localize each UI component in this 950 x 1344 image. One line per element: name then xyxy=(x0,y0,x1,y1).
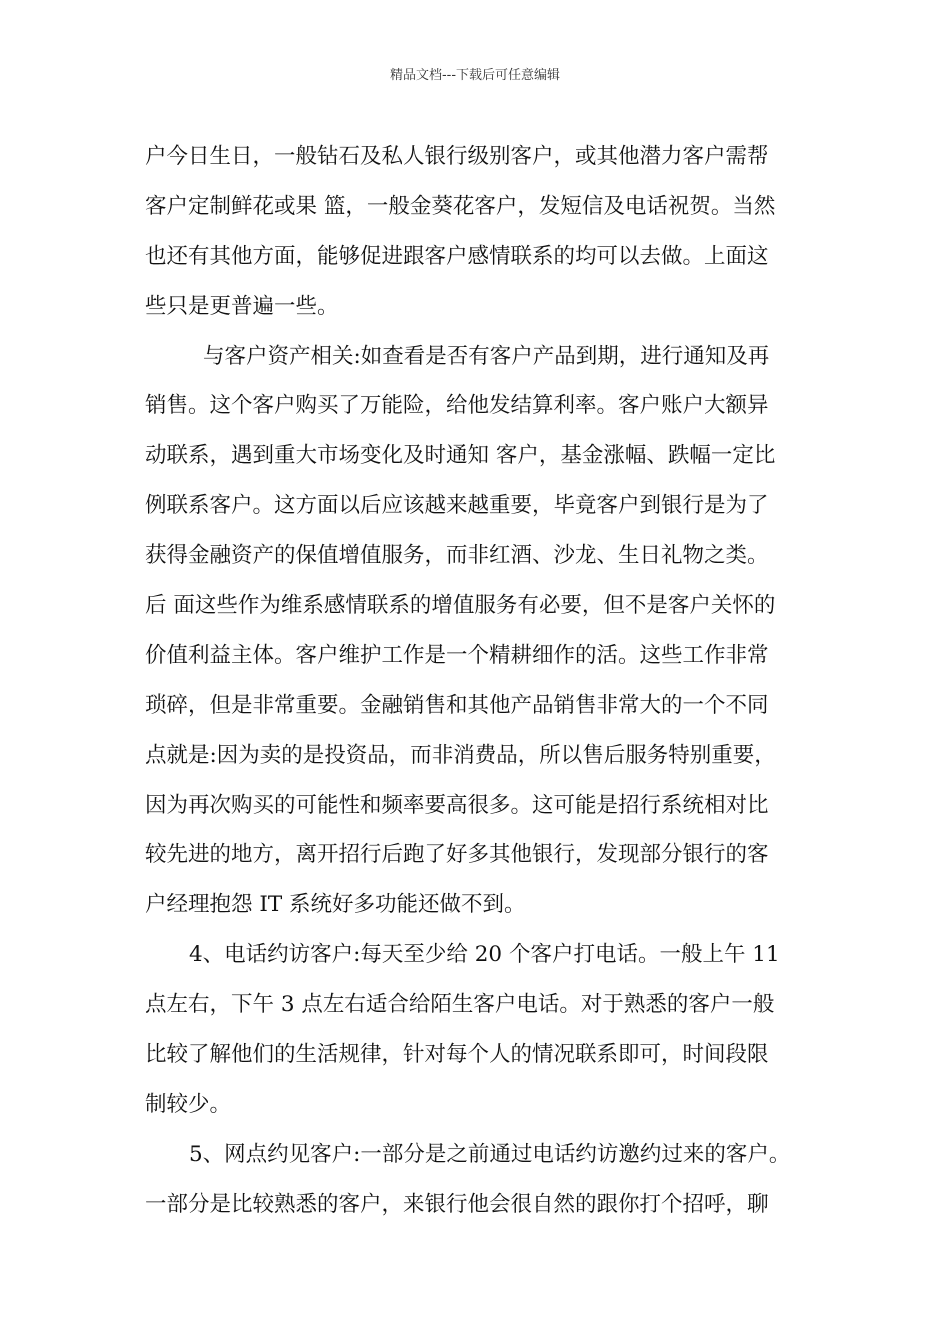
text-line: 户今日生日，一般钻石及私人银行级别客户，或其他潜力客户需帮 xyxy=(145,144,769,169)
text-line: 也还有其他方面，能够促进跟客户感情联系的均可以去做。上面这 xyxy=(145,243,769,269)
text-line: 价值利益主体。客户维护工作是一个精耕细作的活。这些工作非常 xyxy=(145,642,769,668)
text-line: 制较少。 xyxy=(145,1091,232,1117)
page-header: 精品文档---下载后可任意编辑 xyxy=(389,68,561,83)
text-line: 琐碎，但是非常重要。金融销售和其他产品销售非常大的一个不同 xyxy=(145,692,769,718)
text-line: 一部分是比较熟悉的客户，来银行他会很自然的跟你打个招呼，聊 xyxy=(145,1191,769,1217)
text-line: 因为再次购买的可能性和频率要高很多。这可能是招行系统相对比 xyxy=(145,792,769,818)
text-line: 动联系，遇到重大市场变化及时通知 客户，基金涨幅、跌幅一定比 xyxy=(145,443,776,469)
text-line: 点就是:因为卖的是投资品，而非消费品，所以售后服务特别重要， xyxy=(145,742,776,768)
text-line: 获得金融资产的保值增值服务，而非红酒、沙龙、生日礼物之类。 xyxy=(145,543,769,569)
text-line: 些只是更普遍一些。 xyxy=(145,293,339,319)
text-line: 客户定制鲜花或果 篮，一般金葵花客户，发短信及电话祝贺。当然 xyxy=(145,193,776,219)
text-line: 后 面这些作为维系感情联系的增值服务有必要，但不是客户关怀的 xyxy=(145,593,776,619)
text-line: 销售。这个客户购买了万能险，给他发结算利率。客户账户大额异 xyxy=(145,393,769,419)
text-line: 5、网点约见客户:一部分是之前通过电话约访邀约过来的客户。 xyxy=(189,1141,791,1167)
text-line: 例联系客户。这方面以后应该越来越重要，毕竟客户到银行是为了 xyxy=(145,493,769,519)
text-line: 4、电话约访客户:每天至少给 20 个客户打电话。一般上午 11 xyxy=(189,942,780,968)
text-line: 与客户资产相关:如查看是否有客户产品到期，进行通知及再 xyxy=(203,343,770,369)
text-line: 点左右，下午 3 点左右适合给陌生客户电话。对于熟悉的客户一般 xyxy=(145,992,775,1018)
text-line: 较先进的地方，离开招行后跑了好多其他银行，发现部分银行的客 xyxy=(145,842,769,868)
text-line: 户经理抱怨 IT 系统好多功能还做不到。 xyxy=(145,892,526,918)
text-line: 比较了解他们的生活规律，针对每个人的情况联系即可，时间段限 xyxy=(145,1042,769,1068)
document-body xyxy=(145,132,815,1230)
